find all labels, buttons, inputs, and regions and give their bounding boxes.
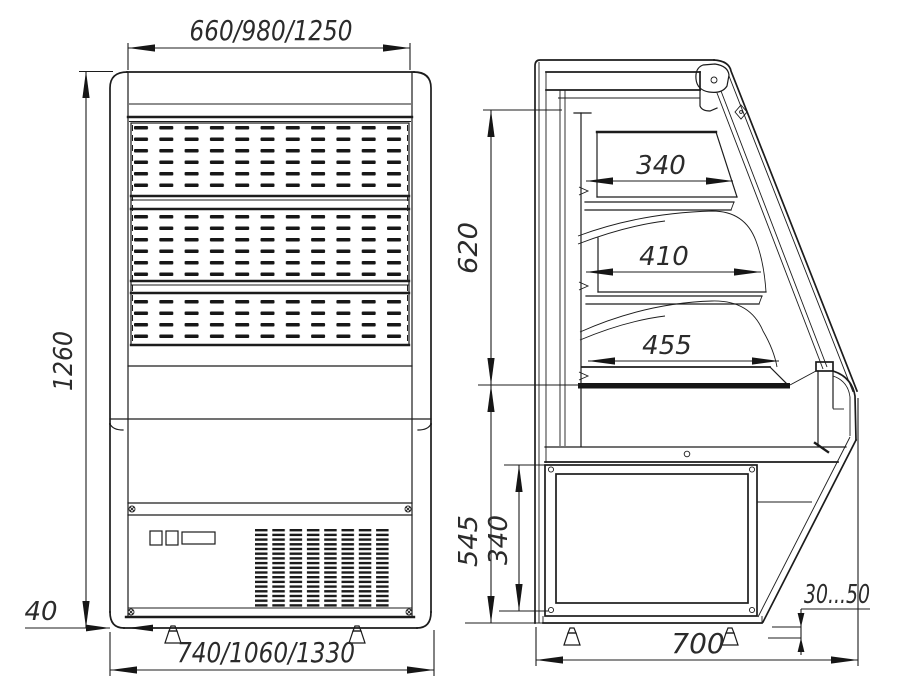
dim-machine-height — [484, 465, 548, 611]
front-top-width-label: 660/980/1250 — [189, 14, 353, 47]
canopy-hinge — [696, 64, 729, 92]
screw-icon — [406, 609, 412, 615]
front-overall-height-label: 1260 — [49, 324, 79, 391]
glass-front — [714, 60, 857, 392]
dim-lower-section-height — [454, 385, 543, 623]
overall-depth-label: 700 — [671, 627, 725, 660]
shelf-2-depth-label: 410 — [639, 242, 689, 272]
screw-icon — [548, 467, 754, 613]
deck-depth-label: 455 — [642, 331, 692, 361]
dim-shelf-2-depth — [586, 242, 761, 272]
screw-icon — [128, 609, 134, 615]
side-panel-thickness-label: 40 — [24, 597, 58, 627]
perforation-section-1 — [134, 124, 406, 194]
dim-front-top-width — [128, 14, 410, 70]
display-deck — [578, 367, 816, 389]
front-view — [24, 14, 434, 676]
dim-front-bottom-width — [110, 630, 434, 676]
opening-height-label: 620 — [454, 224, 484, 274]
canopy — [128, 104, 412, 122]
shelf-rail-1 — [131, 196, 409, 209]
dim-opening-height — [454, 110, 590, 385]
air-duct-2b — [578, 221, 665, 244]
side-view — [454, 60, 870, 666]
screw-icon — [405, 506, 411, 512]
perforation-section-2 — [134, 211, 406, 279]
dim-leg-adjustment — [768, 580, 870, 655]
dim-front-overall-height — [49, 71, 113, 628]
shelf-rail-2 — [131, 281, 409, 293]
front-bumper — [815, 362, 856, 452]
ventilation-grille — [255, 529, 391, 607]
control-switches — [150, 531, 215, 545]
shelf-brackets — [579, 187, 588, 380]
shelf-1-depth-label: 340 — [636, 151, 686, 181]
kick-rail — [128, 503, 412, 515]
machine-compartment — [543, 465, 762, 623]
perforated-back-panels — [131, 123, 409, 345]
dim-shelf-1-depth — [586, 151, 733, 181]
machine-height-label: 340 — [484, 515, 514, 565]
leg-adjustment-label: 30...50 — [804, 580, 870, 610]
screw-icon — [129, 506, 135, 512]
perforation-section-3 — [134, 296, 406, 342]
dim-side-panel-thickness — [24, 597, 153, 631]
front-bottom-width-label: 740/1060/1330 — [177, 636, 355, 669]
lower-section-height-label: 545 — [454, 517, 484, 567]
dim-deck-depth — [588, 331, 779, 361]
side-canopy — [546, 72, 717, 111]
lower-front-panels — [110, 366, 431, 617]
